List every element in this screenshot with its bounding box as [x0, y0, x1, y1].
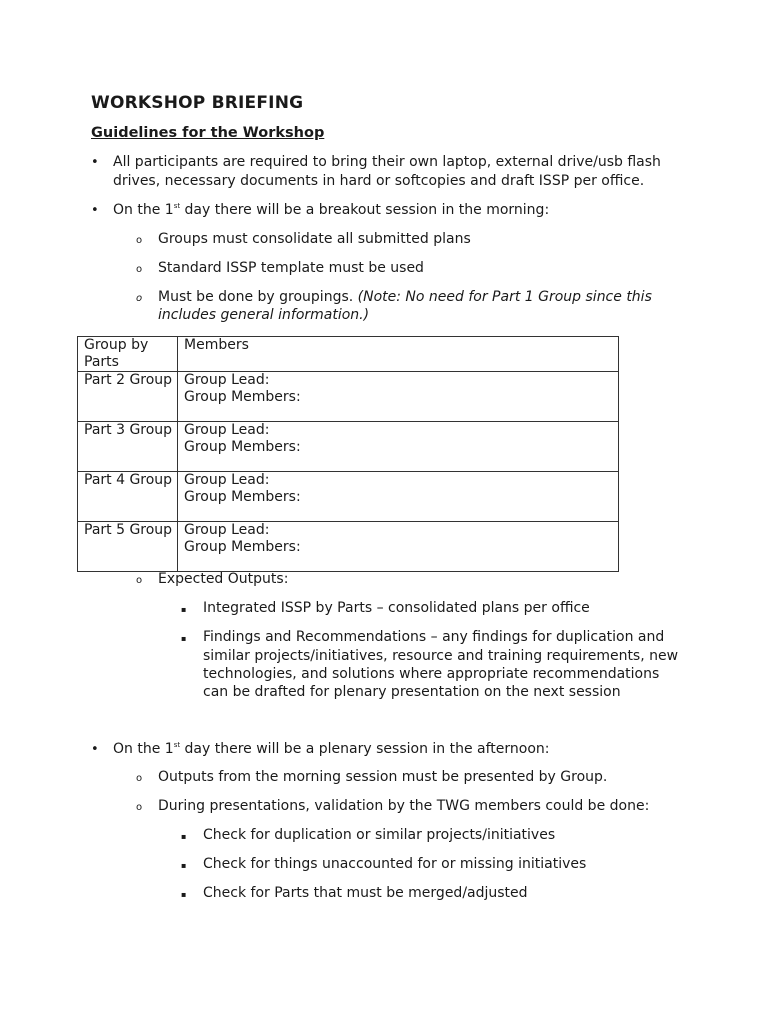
group-table — [77, 336, 619, 572]
members-cell: Group Lead: Group Members: — [178, 522, 619, 572]
outputs-item2-line4: can be drafted for plenary presentation on the next session — [203, 684, 621, 700]
bullet3-sub1: Outputs from the morning session must be presented by Group. — [158, 769, 608, 785]
outputs-item1: Integrated ISSP by Parts – consolidated plans per office — [203, 600, 590, 616]
bullet1-line1: All participants are required to bring their own laptop, external drive/usb flash — [113, 154, 661, 170]
table-row — [78, 472, 619, 522]
circle-bullet: o — [136, 575, 143, 586]
check-item-3: Check for Parts that must be merged/adjusted — [203, 885, 528, 901]
check-item-1: Check for duplication or similar projects/initiatives — [203, 827, 556, 843]
outputs-item2-line1: Findings and Recommendations – any findings for duplication and — [203, 629, 665, 645]
check-item-2: Check for things unaccounted for or missing initiatives — [203, 856, 587, 872]
circle-bullet: o — [136, 235, 143, 246]
square-bullet: ▪ — [181, 832, 187, 841]
bullet-marker: • — [91, 155, 99, 170]
table-row — [78, 372, 619, 422]
bullet3-sub2: During presentations, validation by the TWG members could be done: — [158, 798, 650, 814]
note-text: (Note: No need for Part 1 Group since this — [357, 289, 652, 305]
group-name-cell: Part 4 Group — [78, 472, 178, 522]
group-name-cell: Part 5 Group — [78, 522, 178, 572]
bullet2-sub3: Must be done by groupings. (Note: No need for Part 1 Group since this — [158, 289, 652, 305]
outputs-item2-line2: similar projects/initiatives, resource and training requirements, new — [203, 648, 679, 664]
bullet1-line2: drives, necessary documents in hard or softcopies and draft ISSP per office. — [113, 173, 645, 189]
square-bullet: ▪ — [181, 605, 187, 614]
section-heading: Guidelines for the Workshop — [91, 125, 325, 141]
circle-bullet: o — [136, 802, 143, 813]
bullet-marker: • — [91, 203, 99, 218]
square-bullet: ▪ — [181, 861, 187, 870]
table-row — [78, 422, 619, 472]
members-cell: Group Lead: Group Members: — [178, 372, 619, 422]
bullet2-text: On the 1st day there will be a breakout session in the morning: — [113, 202, 550, 218]
bullet2-sub2: Standard ISSP template must be used — [158, 260, 424, 276]
bullet2-sub1: Groups must consolidate all submitted plans — [158, 231, 471, 247]
group-name-cell: Part 3 Group — [78, 422, 178, 472]
square-bullet: ▪ — [181, 634, 187, 643]
table-header-cell: Members — [178, 337, 619, 372]
group-name-cell: Part 2 Group — [78, 372, 178, 422]
outputs-label: Expected Outputs: — [158, 571, 289, 587]
circle-bullet: o — [136, 293, 143, 304]
table-header-cell: Group by Parts — [78, 337, 178, 372]
bullet-marker: • — [91, 742, 99, 757]
document-title: WORKSHOP BRIEFING — [91, 93, 304, 113]
members-cell: Group Lead: Group Members: — [178, 422, 619, 472]
table-header-row — [78, 337, 619, 372]
bullet3-text: On the 1st day there will be a plenary session in the afternoon: — [113, 741, 550, 757]
outputs-item2-line3: technologies, and solutions where appropriate recommendations — [203, 666, 660, 682]
circle-bullet: o — [136, 264, 143, 275]
note-text-line2: includes general information.) — [158, 307, 370, 323]
circle-bullet: o — [136, 773, 143, 784]
members-cell: Group Lead: Group Members: — [178, 472, 619, 522]
table-row — [78, 522, 619, 572]
square-bullet: ▪ — [181, 890, 187, 899]
